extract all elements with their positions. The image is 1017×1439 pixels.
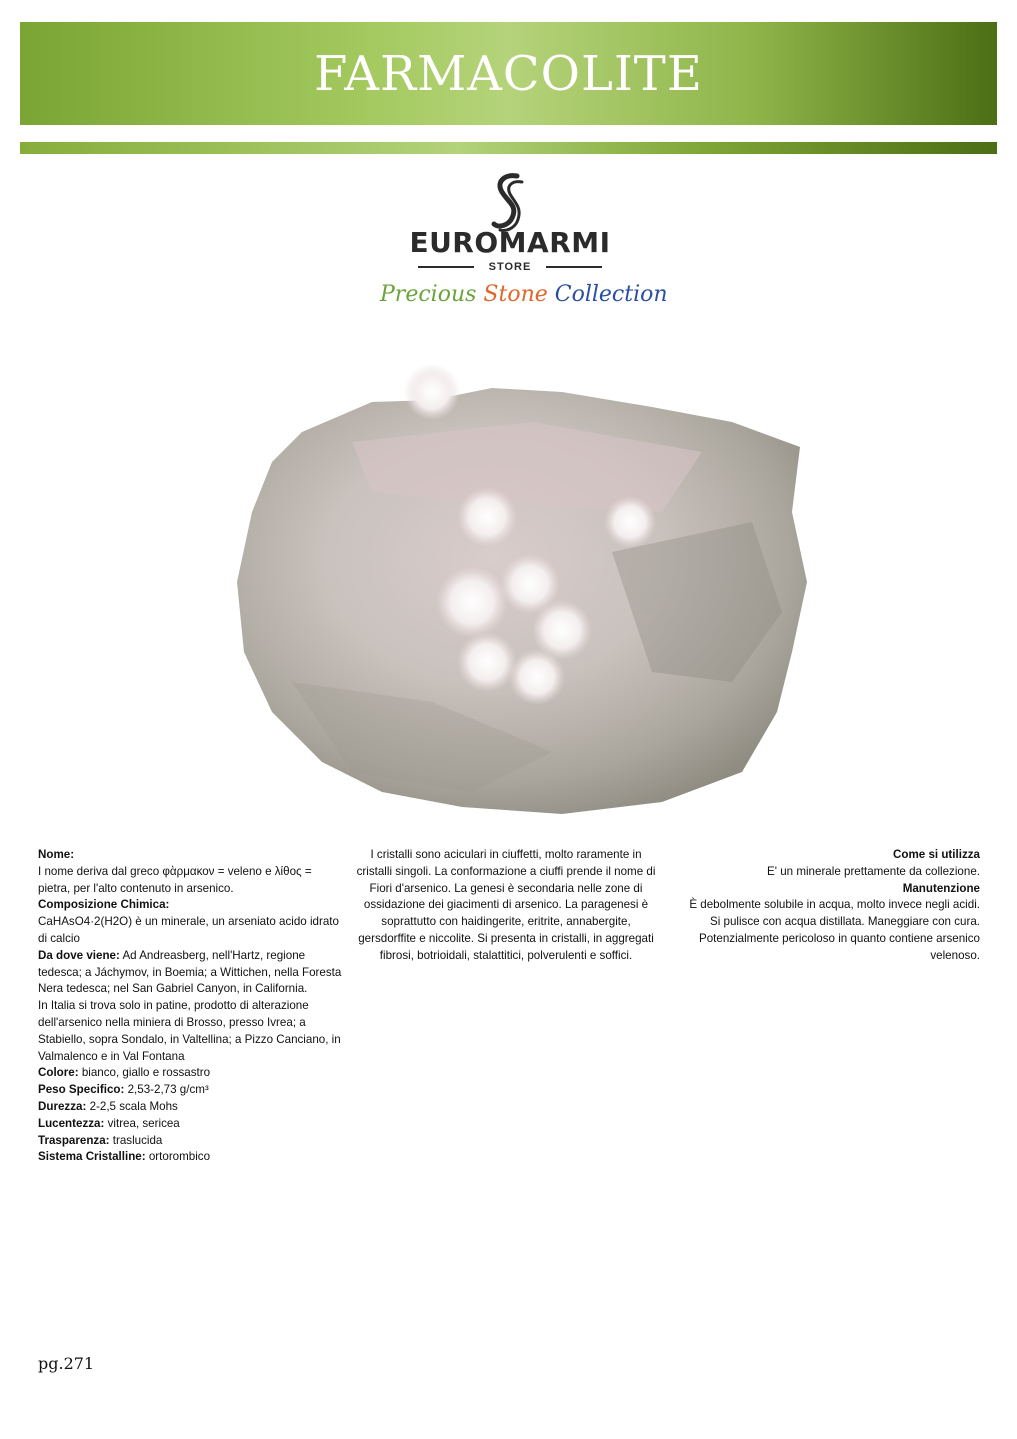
usage-label: Come si utilizza	[893, 848, 980, 861]
title-banner	[20, 22, 997, 125]
usage-text: E' un minerale prettamente da collezione.	[767, 864, 980, 878]
page-number: pg.271	[38, 1354, 95, 1373]
header-divider	[20, 142, 997, 154]
color-text: bianco, giallo e rossastro	[81, 1066, 211, 1080]
hardness-text: 2-2,5 scala Mohs	[89, 1099, 178, 1113]
page-title: FARMACOLITE	[314, 45, 703, 102]
brand-name: EUROMARMI	[409, 226, 611, 259]
mineral-specimen-image	[232, 352, 812, 822]
maintenance-label: Manutenzione	[902, 881, 980, 895]
store-label: STORE	[488, 261, 532, 273]
maintenance-text: È debolmente solubile in acqua, molto invece negli acidi. Si pulisce con acqua distillata. Maneggiare con cura. Potenzialmente pericoloso in quanto contiene arsenico velenoso.	[689, 898, 980, 962]
origin-text: Ad Andreasberg, nell'Hartz, regione tedesca; a Jáchymov, in Boemia; a Wittichen, nella Foresta Nera tedesca; nel San Gabriel Canyon, in California.	[38, 948, 342, 996]
description-text: I cristalli sono aciculari in ciuffetti, molto raramente in cristalli singoli. La conformazione a ciuffi prende il nome di Fiori d'arsenico. La genesi è secondaria nelle zone di ossidazione dei giacimenti di arsenico. La paragenesi è soprattutto con haidingerite, eritrite, annabergite, gersdorffite e niccolite. Si presenta in cristalli, in aggregati fibrosi, botrioidali, stalattitici, polverulenti e soffici.	[356, 848, 656, 962]
euromarmi-logo	[380, 172, 668, 322]
transparency-label: Trasparenza:	[38, 1133, 110, 1147]
name-label: Nome:	[38, 848, 75, 861]
properties-column	[38, 847, 344, 1166]
composition-label: Composizione Chimica:	[38, 898, 170, 912]
description-column	[352, 847, 660, 965]
italy-text: In Italia si trova solo in patine, prodotto di alterazione dell'arsenico nella miniera di Brosso, presso Ivrea; a Stabiello, sopra Sondalo, in Valtellina; a Pizzo Canciano, in Valmalenco e in Val Fontana	[38, 999, 341, 1063]
collection-word-stone: Stone	[483, 282, 548, 307]
s-emblem-icon	[490, 172, 526, 234]
collection-word-collection: Collection	[554, 282, 668, 307]
weight-label: Peso Specifico:	[38, 1083, 125, 1097]
transparency-text: traslucida	[112, 1133, 163, 1147]
name-text: I nome deriva dal greco φὰρμακον = veleno e λίθος = pietra, per l'alto contenuto in arsenico.	[38, 864, 312, 895]
store-label-row	[418, 261, 602, 273]
hardness-label: Durezza:	[38, 1099, 87, 1113]
store-line-right	[546, 266, 602, 268]
collection-tagline	[380, 282, 668, 307]
crystal-system-label: Sistema Cristalline:	[38, 1150, 146, 1164]
crystal-system-text: ortorombico	[148, 1150, 211, 1164]
luster-label: Lucentezza:	[38, 1116, 105, 1130]
composition-text: CaHAsO4·2(H2O) è un minerale, un arseniato acido idrato di calcio	[38, 915, 339, 945]
weight-text: 2,53-2,73 g/cm³	[127, 1083, 209, 1097]
collection-word-precious: Precious	[380, 282, 477, 307]
luster-text: vitrea, sericea	[107, 1116, 180, 1130]
usage-column	[680, 847, 980, 965]
color-label: Colore:	[38, 1066, 79, 1080]
origin-label: Da dove viene:	[38, 948, 120, 962]
